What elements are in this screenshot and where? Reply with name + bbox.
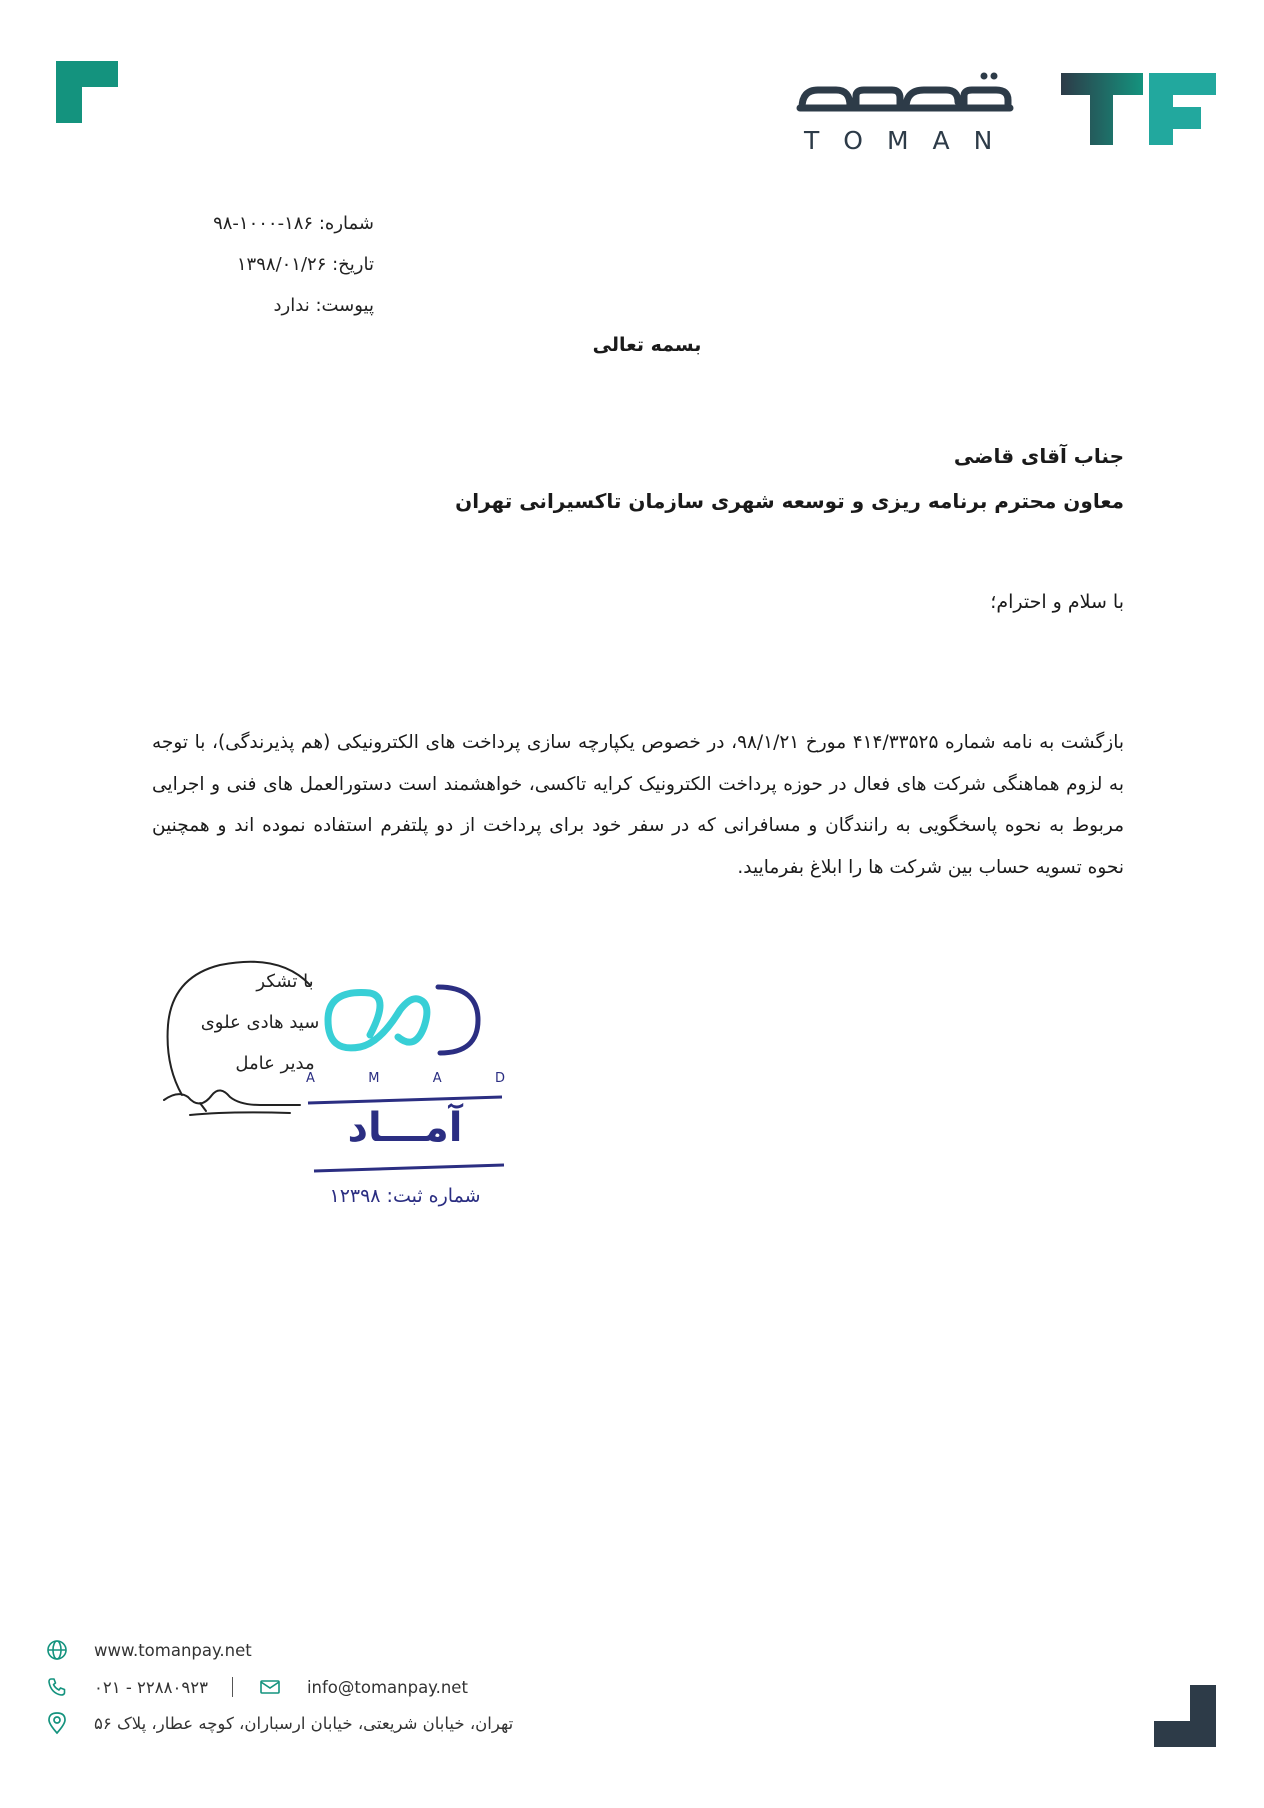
letter-attachment-row bbox=[213, 285, 374, 326]
corner-mark-bottom-icon bbox=[1154, 1685, 1216, 1747]
letter-number-row bbox=[213, 203, 374, 244]
addressee-name: جناب آقای قاضی bbox=[953, 444, 1124, 468]
footer-phone: ۰۲۱ - ۲۲۸۸۰۹۲۳ bbox=[94, 1677, 208, 1697]
logo-tf-mark-icon bbox=[1061, 73, 1216, 145]
mail-icon bbox=[257, 1674, 283, 1700]
letter-number-label: شماره: bbox=[318, 213, 374, 234]
globe-icon bbox=[44, 1637, 70, 1663]
stamp-letter: A bbox=[432, 1071, 443, 1086]
company-stamp bbox=[300, 975, 510, 1215]
footer-website[interactable]: www.tomanpay.net bbox=[94, 1640, 252, 1660]
company-logo bbox=[796, 66, 1216, 158]
addressee-title: معاون محترم برنامه ریزی و توسعه شهری سازمان تاکسیرانی تهران bbox=[455, 489, 1124, 513]
stamp-logo-icon bbox=[300, 975, 510, 1215]
phone-icon bbox=[44, 1674, 70, 1700]
greeting: با سلام و احترام؛ bbox=[990, 591, 1124, 613]
stamp-letter: D bbox=[494, 1071, 506, 1086]
stamp-letter: M bbox=[368, 1071, 381, 1086]
letter-date-row bbox=[213, 244, 374, 285]
stamp-letter: A bbox=[306, 1071, 316, 1086]
addressee-block bbox=[455, 434, 1124, 524]
letter-attachment-label: پیوست: bbox=[315, 295, 374, 316]
stamp-registration: شماره ثبت: ۱۲۳۹۸ bbox=[329, 1185, 481, 1207]
letter-meta bbox=[213, 203, 374, 326]
signature-thanks: با تشکر bbox=[256, 971, 314, 992]
footer-email[interactable]: info@tomanpay.net bbox=[306, 1677, 468, 1697]
stamp-brand: آمـــاد bbox=[347, 1105, 463, 1151]
corner-mark-icon bbox=[56, 61, 118, 123]
footer-website-row bbox=[44, 1637, 252, 1663]
footer-address: تهران، خیابان شریعتی، خیابان ارسباران، کوچه عطار، پلاک ۵۶ bbox=[94, 1713, 514, 1733]
signature-name: سید هادی علوی bbox=[200, 1012, 320, 1033]
letter-body: بازگشت به نامه شماره ۴۱۴/۳۳۵۲۵ مورخ ۹۸/۱/۲۱، در خصوص یکپارچه سازی پرداخت های الکترونیکی (هم پذیرندگی)، با توجه به لزوم هماهنگی شرکت های فعال در حوزه پرداخت الکترونیک کرایه تاکسی، خواهشمند است دستورالعمل های فنی و اجرایی مربوط به نحوه پاسخگویی به رانندگان و مسافرانی که در سفر خود برای پرداخت از دو پلتفرم استفاده نموده اند و همچنین نحوه تسویه حساب بین شرکت ها را ابلاغ بفرمایید. bbox=[152, 732, 1125, 878]
logo-english-wordmark: TOMAN bbox=[804, 126, 1017, 155]
basmala-heading: بسمه تعالی bbox=[592, 334, 702, 356]
footer-separator bbox=[232, 1677, 233, 1697]
letter-date-value: ۱۳۹۸/۰۱/۲۶ bbox=[236, 254, 327, 275]
location-pin-icon bbox=[44, 1710, 70, 1736]
footer-phone-email-row bbox=[44, 1674, 468, 1700]
letter-number-value: ۱۸۶-۱۰۰۰-۹۸ bbox=[213, 213, 314, 234]
footer-address-row bbox=[44, 1710, 513, 1736]
stamp-letters bbox=[306, 1071, 506, 1086]
letter-date-label: تاریخ: bbox=[332, 254, 374, 275]
signature-role: مدیر عامل bbox=[235, 1053, 315, 1074]
logo-persian-wordmark bbox=[796, 66, 1016, 124]
letter-attachment-value: ندارد bbox=[273, 295, 310, 316]
